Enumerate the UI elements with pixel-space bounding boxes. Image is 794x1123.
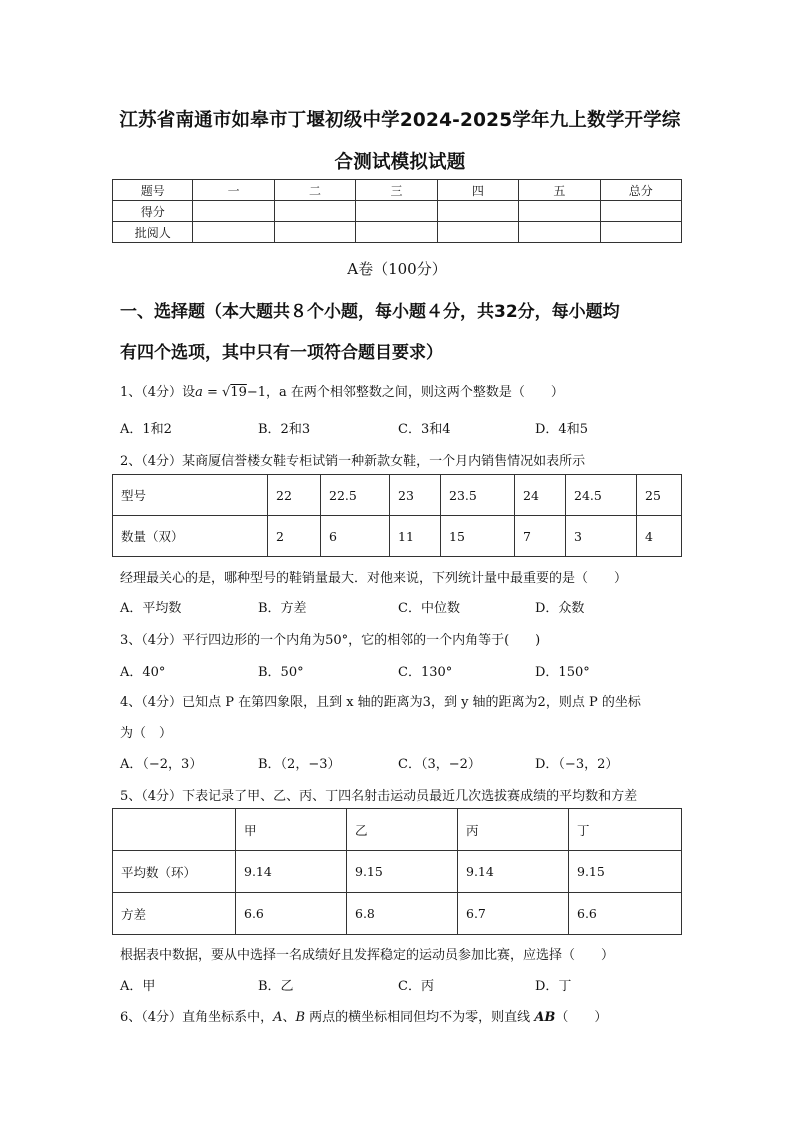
option-d[interactable]: D．众数 [535, 601, 585, 616]
question-4-stem-cont: 为（ ） [120, 726, 173, 741]
table-cell: 6 [321, 516, 390, 557]
table-row [113, 893, 682, 935]
option-c[interactable]: C．中位数 [398, 601, 460, 616]
reviewer-cell[interactable] [356, 222, 437, 243]
table-cell: 6.6 [569, 893, 682, 935]
score-header-cell: 题号 [113, 180, 193, 201]
point-a-label: A [273, 1010, 283, 1025]
reviewer-cell[interactable] [600, 222, 681, 243]
table-cell: 甲 [236, 809, 347, 851]
question-text: 某商厦信誉楼女鞋专柜试销一种新款女鞋，一个月内销售情况如表所示 [182, 454, 586, 469]
table-row [113, 475, 682, 516]
table-row [113, 516, 682, 557]
option-c[interactable]: C．丙 [398, 979, 434, 994]
option-b[interactable]: B．2和3 [258, 422, 311, 437]
score-row-label: 批阅人 [113, 222, 193, 243]
table-cell: 22.5 [321, 475, 390, 516]
option-b[interactable]: B．方差 [258, 601, 307, 616]
question-points: （4分） [141, 695, 183, 710]
exam-title-line2: 合测试模拟试题 [334, 152, 466, 173]
formula-tail: −1 [246, 385, 267, 400]
score-header-cell: 总分 [600, 180, 681, 201]
option-a[interactable]: A．40° [120, 665, 166, 680]
question-5-stem [120, 785, 637, 804]
option-a[interactable]: A．甲 [120, 979, 156, 994]
table-cell: 7 [515, 516, 566, 557]
table-cell: 3 [566, 516, 637, 557]
option-b[interactable]: B．乙 [258, 979, 294, 994]
question-points: （4分） [141, 385, 183, 400]
question-number: 4、 [120, 695, 142, 710]
reviewer-cell[interactable] [519, 222, 600, 243]
question-number: 3、 [120, 633, 142, 648]
reviewer-cell[interactable] [437, 222, 518, 243]
question-3-stem [120, 629, 540, 648]
option-a[interactable]: A．1和2 [120, 422, 172, 437]
score-cell[interactable] [193, 201, 274, 222]
exam-title-line1: 江苏省南通市如皋市丁堰初级中学2024-2025学年九上数学开学综 [119, 110, 681, 131]
option-d[interactable]: D．150° [535, 665, 590, 680]
option-d[interactable]: D．4和5 [535, 422, 588, 437]
option-a[interactable]: A．（−2，3） [120, 757, 203, 772]
sqrt-icon: √ [222, 385, 231, 400]
question-2-stem [120, 450, 585, 469]
table-cell: 9.15 [569, 851, 682, 893]
question-1-stem [120, 381, 564, 400]
score-header-cell: 五 [519, 180, 600, 201]
question-points: （4分） [141, 1010, 183, 1025]
table-cell: 11 [390, 516, 441, 557]
option-d[interactable]: D．丁 [535, 979, 572, 994]
option-a[interactable]: A．平均数 [120, 601, 182, 616]
table-cell: 25 [637, 475, 682, 516]
question-4-stem [120, 691, 641, 710]
option-d[interactable]: D．（−3，2） [535, 757, 619, 772]
table-cell: 23.5 [441, 475, 515, 516]
score-header-cell: 二 [274, 180, 355, 201]
score-cell[interactable] [600, 201, 681, 222]
table-cell: 2 [268, 516, 321, 557]
table-cell: 6.6 [236, 893, 347, 935]
formula-equals: = [202, 385, 223, 400]
point-b-label: B [295, 1010, 306, 1025]
section-heading-line2: 有四个选项，其中只有一项符合题目要求） [120, 343, 443, 363]
table-cell: 6.7 [458, 893, 569, 935]
score-cell[interactable] [356, 201, 437, 222]
score-header-row [113, 180, 682, 201]
table-cell: 丙 [458, 809, 569, 851]
score-cell[interactable] [519, 201, 600, 222]
score-cell[interactable] [274, 201, 355, 222]
question-text: （ ） [555, 1010, 608, 1025]
option-c[interactable]: C．（3，−2） [398, 757, 481, 772]
score-cell[interactable] [437, 201, 518, 222]
table-cell: 乙 [347, 809, 458, 851]
option-b[interactable]: B．50° [258, 665, 304, 680]
question-points: （4分） [141, 454, 183, 469]
score-header-cell: 四 [437, 180, 518, 201]
table-row [113, 851, 682, 893]
question-text: ，a 在两个相邻整数之间，则这两个整数是（ ） [266, 385, 564, 400]
score-header-cell: 一 [193, 180, 274, 201]
table-cell: 6.8 [347, 893, 458, 935]
question-2-followup: 经理最关心的是，哪种型号的鞋销量最大．对他来说，下列统计量中最重要的是（ ） [120, 571, 628, 586]
volume-heading: A卷（100分） [347, 260, 447, 278]
question-text: 下表记录了甲、乙、丙、丁四名射击运动员最近几次选拔赛成绩的平均数和方差 [182, 789, 638, 804]
question-number: 5、 [120, 789, 142, 804]
score-header-cell: 三 [356, 180, 437, 201]
question-points: （4分） [141, 633, 183, 648]
option-c[interactable]: C．130° [398, 665, 453, 680]
question-number: 1、 [120, 385, 142, 400]
question-number: 6、 [120, 1010, 142, 1025]
table-cell: 方差 [113, 893, 236, 935]
score-row [113, 201, 682, 222]
table-cell [113, 809, 236, 851]
question-text: 设 [182, 385, 196, 400]
table-cell: 9.15 [347, 851, 458, 893]
table-cell: 9.14 [236, 851, 347, 893]
formula-variable: a [195, 385, 203, 400]
table-cell: 4 [637, 516, 682, 557]
table-cell: 平均数（环） [113, 851, 236, 893]
table-row [113, 809, 682, 851]
table-cell: 丁 [569, 809, 682, 851]
question-text: 直角坐标系中， [182, 1010, 274, 1025]
table-cell: 9.14 [458, 851, 569, 893]
reviewer-cell[interactable] [193, 222, 274, 243]
question-6-stem [120, 1006, 607, 1025]
table-cell: 15 [441, 516, 515, 557]
question-number: 2、 [120, 454, 142, 469]
separator: 、 [282, 1010, 296, 1025]
line-ab-label: AB [534, 1010, 556, 1025]
table-cell: 型号 [113, 475, 268, 516]
question-5-followup: 根据表中数据，要从中选择一名成绩好且发挥稳定的运动员参加比赛，应选择（ ） [120, 948, 615, 963]
table-cell: 24.5 [566, 475, 637, 516]
shooter-scores-table [112, 808, 682, 935]
table-cell: 23 [390, 475, 441, 516]
formula-radicand: 19 [230, 385, 247, 400]
shoe-sales-table [112, 474, 682, 557]
section-heading-line1: 一、选择题（本大题共８个小题，每小题４分，共32分，每小题均 [120, 302, 620, 322]
score-row-label: 得分 [113, 201, 193, 222]
table-cell: 24 [515, 475, 566, 516]
question-points: （4分） [141, 789, 183, 804]
question-text: 平行四边形的一个内角为50°，它的相邻的一个内角等于( ) [182, 633, 541, 648]
table-cell: 数量（双） [113, 516, 268, 557]
table-cell: 22 [268, 475, 321, 516]
option-c[interactable]: C．3和4 [398, 422, 451, 437]
reviewer-row [113, 222, 682, 243]
question-text: 已知点 P 在第四象限，且到 x 轴的距离为3，到 y 轴的距离为2，则点 P 的坐标 [182, 695, 641, 710]
reviewer-cell[interactable] [274, 222, 355, 243]
score-table [112, 179, 682, 243]
question-text: 两点的横坐标相同但均不为零，则直线 [305, 1010, 535, 1025]
option-b[interactable]: B．（2，−3） [258, 757, 341, 772]
